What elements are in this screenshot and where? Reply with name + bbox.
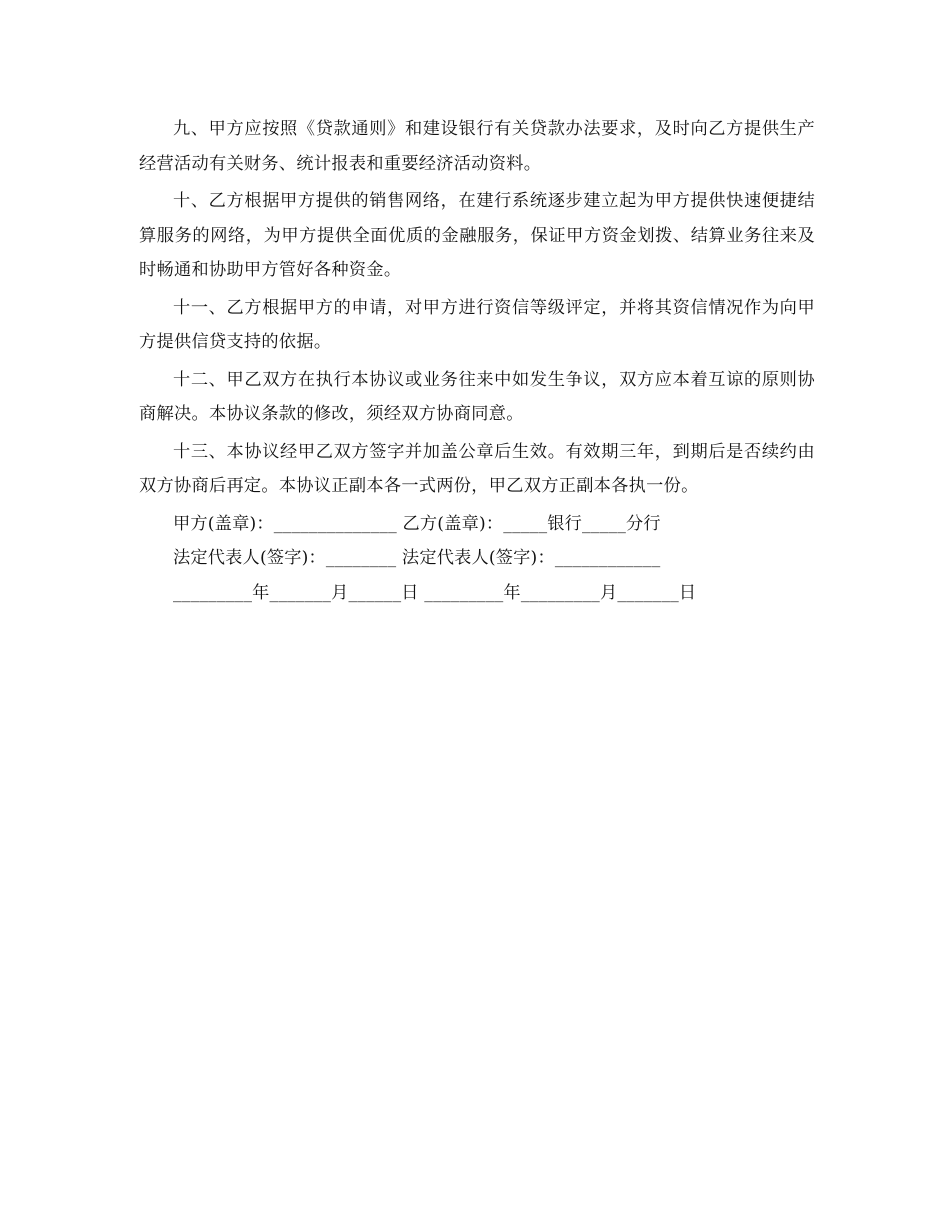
clause-13: 十三、本协议经甲乙双方签字并加盖公章后生效。有效期三年，到期后是否续约由双方协商后再定。本协议正副本各一式两份，甲乙双方正副本各执一份。 — [139, 441, 815, 496]
representative-signature-line: 法定代表人(签字)：________ 法定代表人(签字)：____________ — [173, 548, 661, 568]
clause-10: 十、乙方根据甲方提供的销售网络，在建行系统逐步建立起为甲方提供快速便捷结算服务的网络，为甲方提供全面优质的金融服务，保证甲方资金划拨、结算业务往来及时畅通和协助甲方管好各种资金。 — [139, 191, 815, 280]
clause-9: 九、甲方应按照《贷款通则》和建设银行有关贷款办法要求，及时向乙方提供生产经营活动有关财务、统计报表和重要经济活动资料。 — [139, 119, 815, 174]
date-line: _________年_______月______日 _________年_________月_______日 — [173, 582, 697, 603]
clause-12: 十二、甲乙双方在执行本协议或业务往来中如发生争议，双方应本着互谅的原则协商解决。本协议条款的修改，须经双方协商同意。 — [139, 369, 815, 424]
document-body — [139, 112, 815, 610]
seal-line: 甲方(盖章)：______________ 乙方(盖章)：_____银行_____分行 — [173, 513, 661, 534]
clause-11: 十一、乙方根据甲方的申请，对甲方进行资信等级评定，并将其资信情况作为向甲方提供信贷支持的依据。 — [139, 297, 815, 352]
